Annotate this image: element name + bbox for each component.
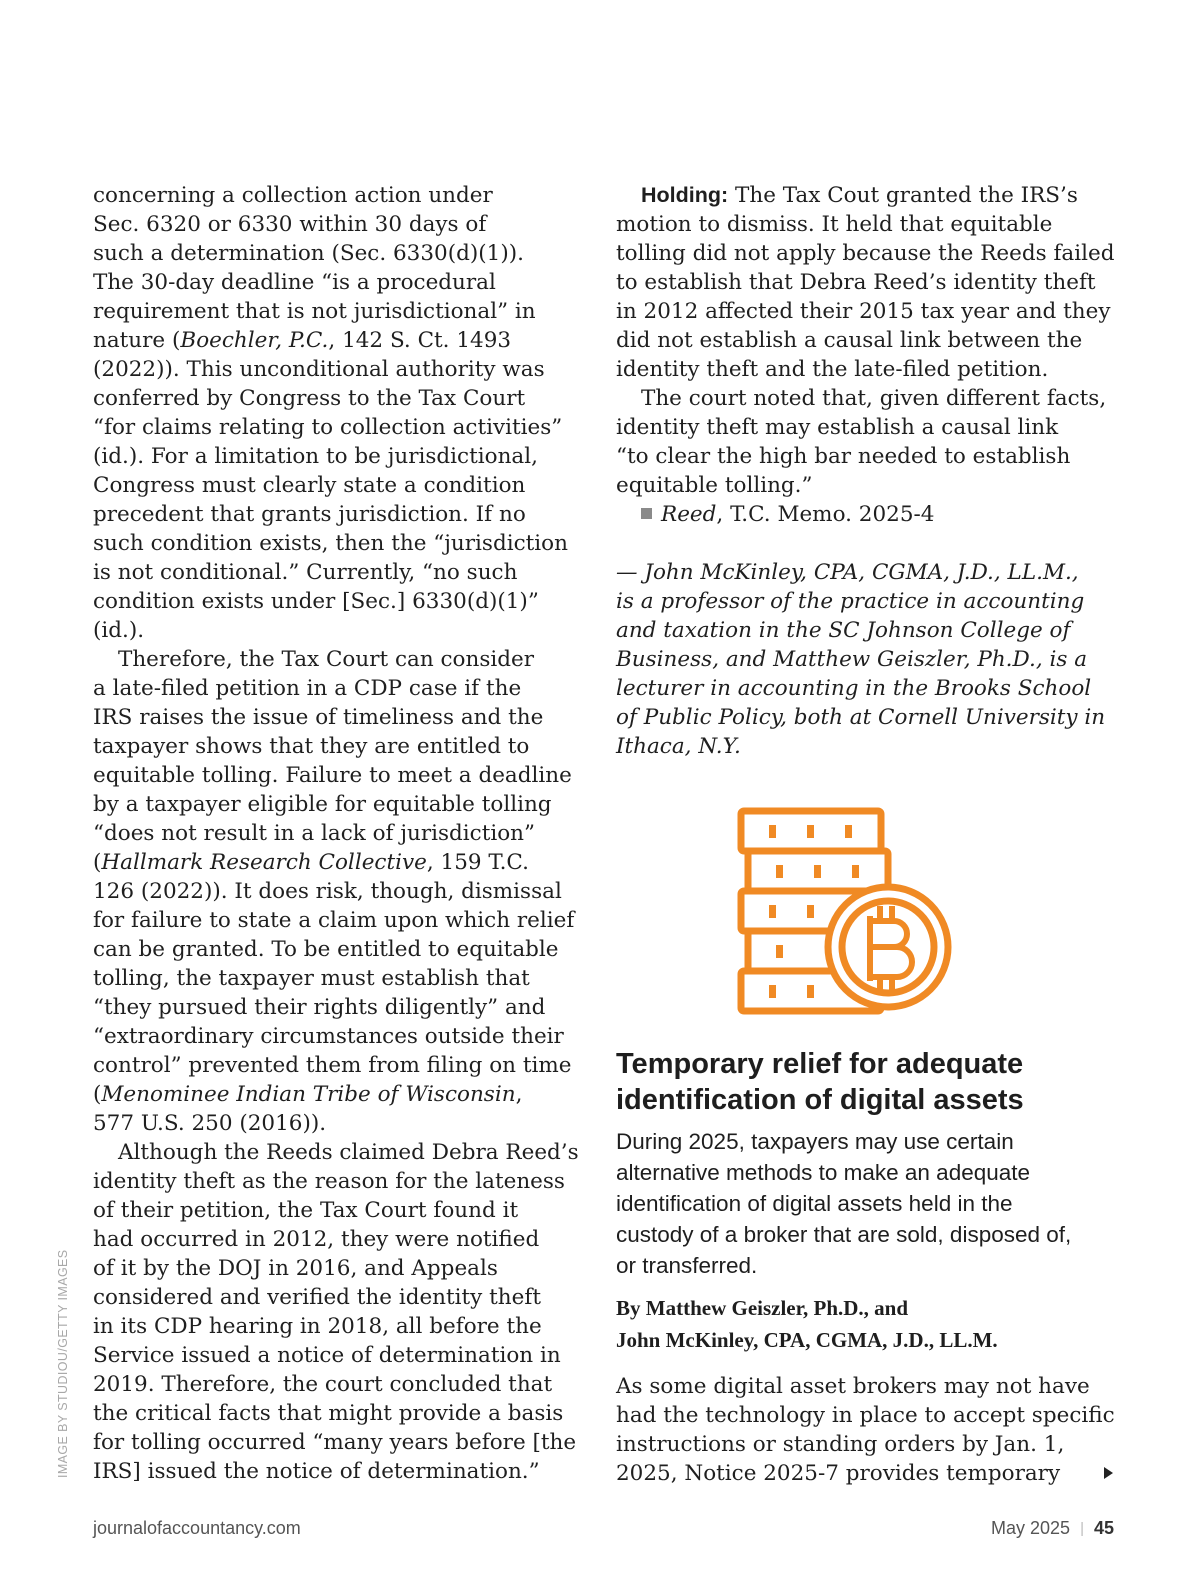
text-line: to establish that Debra Reed’s identity theft <box>616 270 1096 295</box>
text-line: The 30-day deadline “is a procedural <box>93 270 496 295</box>
text-line: of it by the DOJ in 2016, and Appeals <box>93 1256 498 1281</box>
text-line-citation <box>93 326 588 355</box>
deck-line: custody of a broker that are sold, disposed of, <box>616 1222 1072 1247</box>
text-line: such a determination (Sec. 6330(d)(1)). <box>93 241 524 266</box>
text-line: requirement that is not jurisdictional” in <box>93 299 536 324</box>
text-line: (2022)). This unconditional authority was <box>93 357 545 382</box>
text-fragment: The Tax Cout granted the IRS’s <box>728 183 1078 208</box>
author-note-line: and taxation in the SC Johnson College of <box>616 618 1071 643</box>
text-line: equitable tolling. Failure to meet a deadline <box>93 763 572 788</box>
author-note-line: Business, and Matthew Geiszler, Ph.D., is a <box>616 647 1088 672</box>
byline-line: By Matthew Geiszler, Ph.D., and <box>616 1296 909 1320</box>
text-fragment: , 142 S. Ct. 1493 <box>328 328 512 353</box>
text-line: “does not result in a lack of jurisdiction” <box>93 821 536 846</box>
title-line: identification of digital assets <box>616 1084 1024 1116</box>
text-line: The court noted that, given different facts, <box>641 386 1107 411</box>
text-line: Therefore, the Tax Court can consider <box>118 647 535 672</box>
square-bullet-icon <box>641 508 652 519</box>
text-line: “to clear the high bar needed to establish <box>616 444 1071 469</box>
case-name: Reed <box>661 502 717 527</box>
footer-separator: | <box>1080 1520 1084 1537</box>
footer-date: May 2025 <box>991 1518 1071 1538</box>
text-line: 126 (2022)). It does risk, though, dismissal <box>93 879 562 904</box>
text-line: motion to dismiss. It held that equitable <box>616 212 1053 237</box>
deck-line: or transferred. <box>616 1253 758 1278</box>
text-fragment: , T.C. Memo. 2025-4 <box>716 502 935 527</box>
section-deck <box>616 1126 1156 1281</box>
author-note-line: is a professor of the practice in accounting <box>616 589 1085 614</box>
text-line: tolling did not apply because the Reeds failed <box>616 241 1115 266</box>
case-citation <box>616 500 1116 529</box>
text-line: 2019. Therefore, the court concluded that <box>93 1372 553 1397</box>
text-line: in 2012 affected their 2015 tax year and they <box>616 299 1111 324</box>
byline-line: John McKinley, CPA, CGMA, J.D., LL.M. <box>616 1328 998 1352</box>
text-line: condition exists under [Sec.] 6330(d)(1)” <box>93 589 539 614</box>
text-line: such condition exists, then the “jurisdiction <box>93 531 568 556</box>
text-line: identity theft and the late-filed petition. <box>616 357 1049 382</box>
text-line: “for claims relating to collection activities” <box>93 415 563 440</box>
text-line: identity theft may establish a causal link <box>616 415 1059 440</box>
title-line: Temporary relief for adequate <box>616 1048 1024 1080</box>
right-article-column <box>616 181 1116 761</box>
text-line: by a taxpayer eligible for equitable tolling <box>93 792 552 817</box>
text-line: IRS] issued the notice of determination.” <box>93 1459 540 1484</box>
text-line: a late-filed petition in a CDP case if the <box>93 676 522 701</box>
text-fragment: , <box>515 1082 523 1107</box>
deck-line: alternative methods to make an adequate <box>616 1160 1031 1185</box>
text-line: IRS raises the issue of timeliness and the <box>93 705 544 730</box>
text-line: conferred by Congress to the Tax Court <box>93 386 526 411</box>
case-name: Boechler, P.C. <box>180 328 329 353</box>
text-line: control” prevented them from filing on time <box>93 1053 572 1078</box>
case-name: Hallmark Research Collective <box>101 850 427 875</box>
text-line: As some digital asset brokers may not have <box>616 1374 1090 1399</box>
text-line: had occurred in 2012, they were notified <box>93 1227 540 1252</box>
section-body <box>616 1372 1116 1488</box>
text-line: the critical facts that might provide a basis <box>93 1401 564 1426</box>
byline <box>616 1292 998 1356</box>
image-credit: IMAGE BY STUDIOU/GETTY IMAGES <box>56 1249 70 1478</box>
text-line: concerning a collection action under <box>93 183 493 208</box>
text-line: precedent that grants jurisdiction. If no <box>93 502 526 527</box>
footer-site-url[interactable]: journalofaccountancy.com <box>93 1518 301 1538</box>
text-line: of their petition, the Tax Court found it <box>93 1198 519 1223</box>
author-note-line: of Public Policy, both at Cornell University in <box>616 705 1106 730</box>
case-name: Menominee Indian Tribe of Wisconsin <box>101 1082 516 1107</box>
text-fragment: nature ( <box>93 328 181 353</box>
text-line-citation <box>93 848 588 877</box>
text-line: instructions or standing orders by Jan. 1, <box>616 1432 1065 1457</box>
author-note-line: — John McKinley, CPA, CGMA, J.D., LL.M., <box>616 560 1079 585</box>
text-line: is not conditional.” Currently, “no such <box>93 560 518 585</box>
deck-line: identification of digital assets held in the <box>616 1191 1013 1216</box>
text-line-citation <box>93 1080 588 1109</box>
bitcoin-coin-stack-icon <box>732 806 958 1020</box>
text-line: 2025, Notice 2025-7 provides temporary <box>616 1461 1061 1486</box>
text-line: Sec. 6320 or 6330 within 30 days of <box>93 212 487 237</box>
text-line: did not establish a causal link between the <box>616 328 1083 353</box>
text-line: Congress must clearly state a condition <box>93 473 526 498</box>
text-fragment: ( <box>93 850 102 875</box>
footer-page-info <box>991 1518 1114 1539</box>
holding-label: Holding: <box>641 183 729 207</box>
page-number: 45 <box>1093 1518 1114 1538</box>
text-line: for tolling occurred “many years before [the <box>93 1430 577 1455</box>
text-line: 577 U.S. 250 (2016)). <box>93 1111 327 1136</box>
text-line: considered and verified the identity theft <box>93 1285 541 1310</box>
text-line: can be granted. To be entitled to equitable <box>93 937 559 962</box>
text-fragment: , 159 T.C. <box>426 850 529 875</box>
section-title <box>616 1046 1156 1118</box>
text-line: (id.). For a limitation to be jurisdictional, <box>93 444 538 469</box>
deck-line: During 2025, taxpayers may use certain <box>616 1129 1014 1154</box>
text-line: identity theft as the reason for the lateness <box>93 1169 565 1194</box>
text-line: for failure to state a claim upon which relief <box>93 908 575 933</box>
text-line: tolling, the taxpayer must establish that <box>93 966 530 991</box>
text-line: (id.). <box>93 618 145 643</box>
text-line: Service issued a notice of determination in <box>93 1343 561 1368</box>
holding-line <box>616 181 1116 210</box>
text-line: “extraordinary circumstances outside their <box>93 1024 564 1049</box>
left-article-column <box>93 181 588 1486</box>
text-line: taxpayer shows that they are entitled to <box>93 734 530 759</box>
text-line: equitable tolling.” <box>616 473 813 498</box>
continue-arrow-icon <box>1104 1467 1113 1479</box>
text-line: in its CDP hearing in 2018, all before the <box>93 1314 542 1339</box>
text-line: Although the Reeds claimed Debra Reed’s <box>118 1140 579 1165</box>
author-note-line: Ithaca, N.Y. <box>616 734 741 759</box>
text-fragment: ( <box>93 1082 102 1107</box>
text-line: had the technology in place to accept specific <box>616 1403 1115 1428</box>
author-note-line: lecturer in accounting in the Brooks School <box>616 676 1092 701</box>
text-line: “they pursued their rights diligently” and <box>93 995 546 1020</box>
